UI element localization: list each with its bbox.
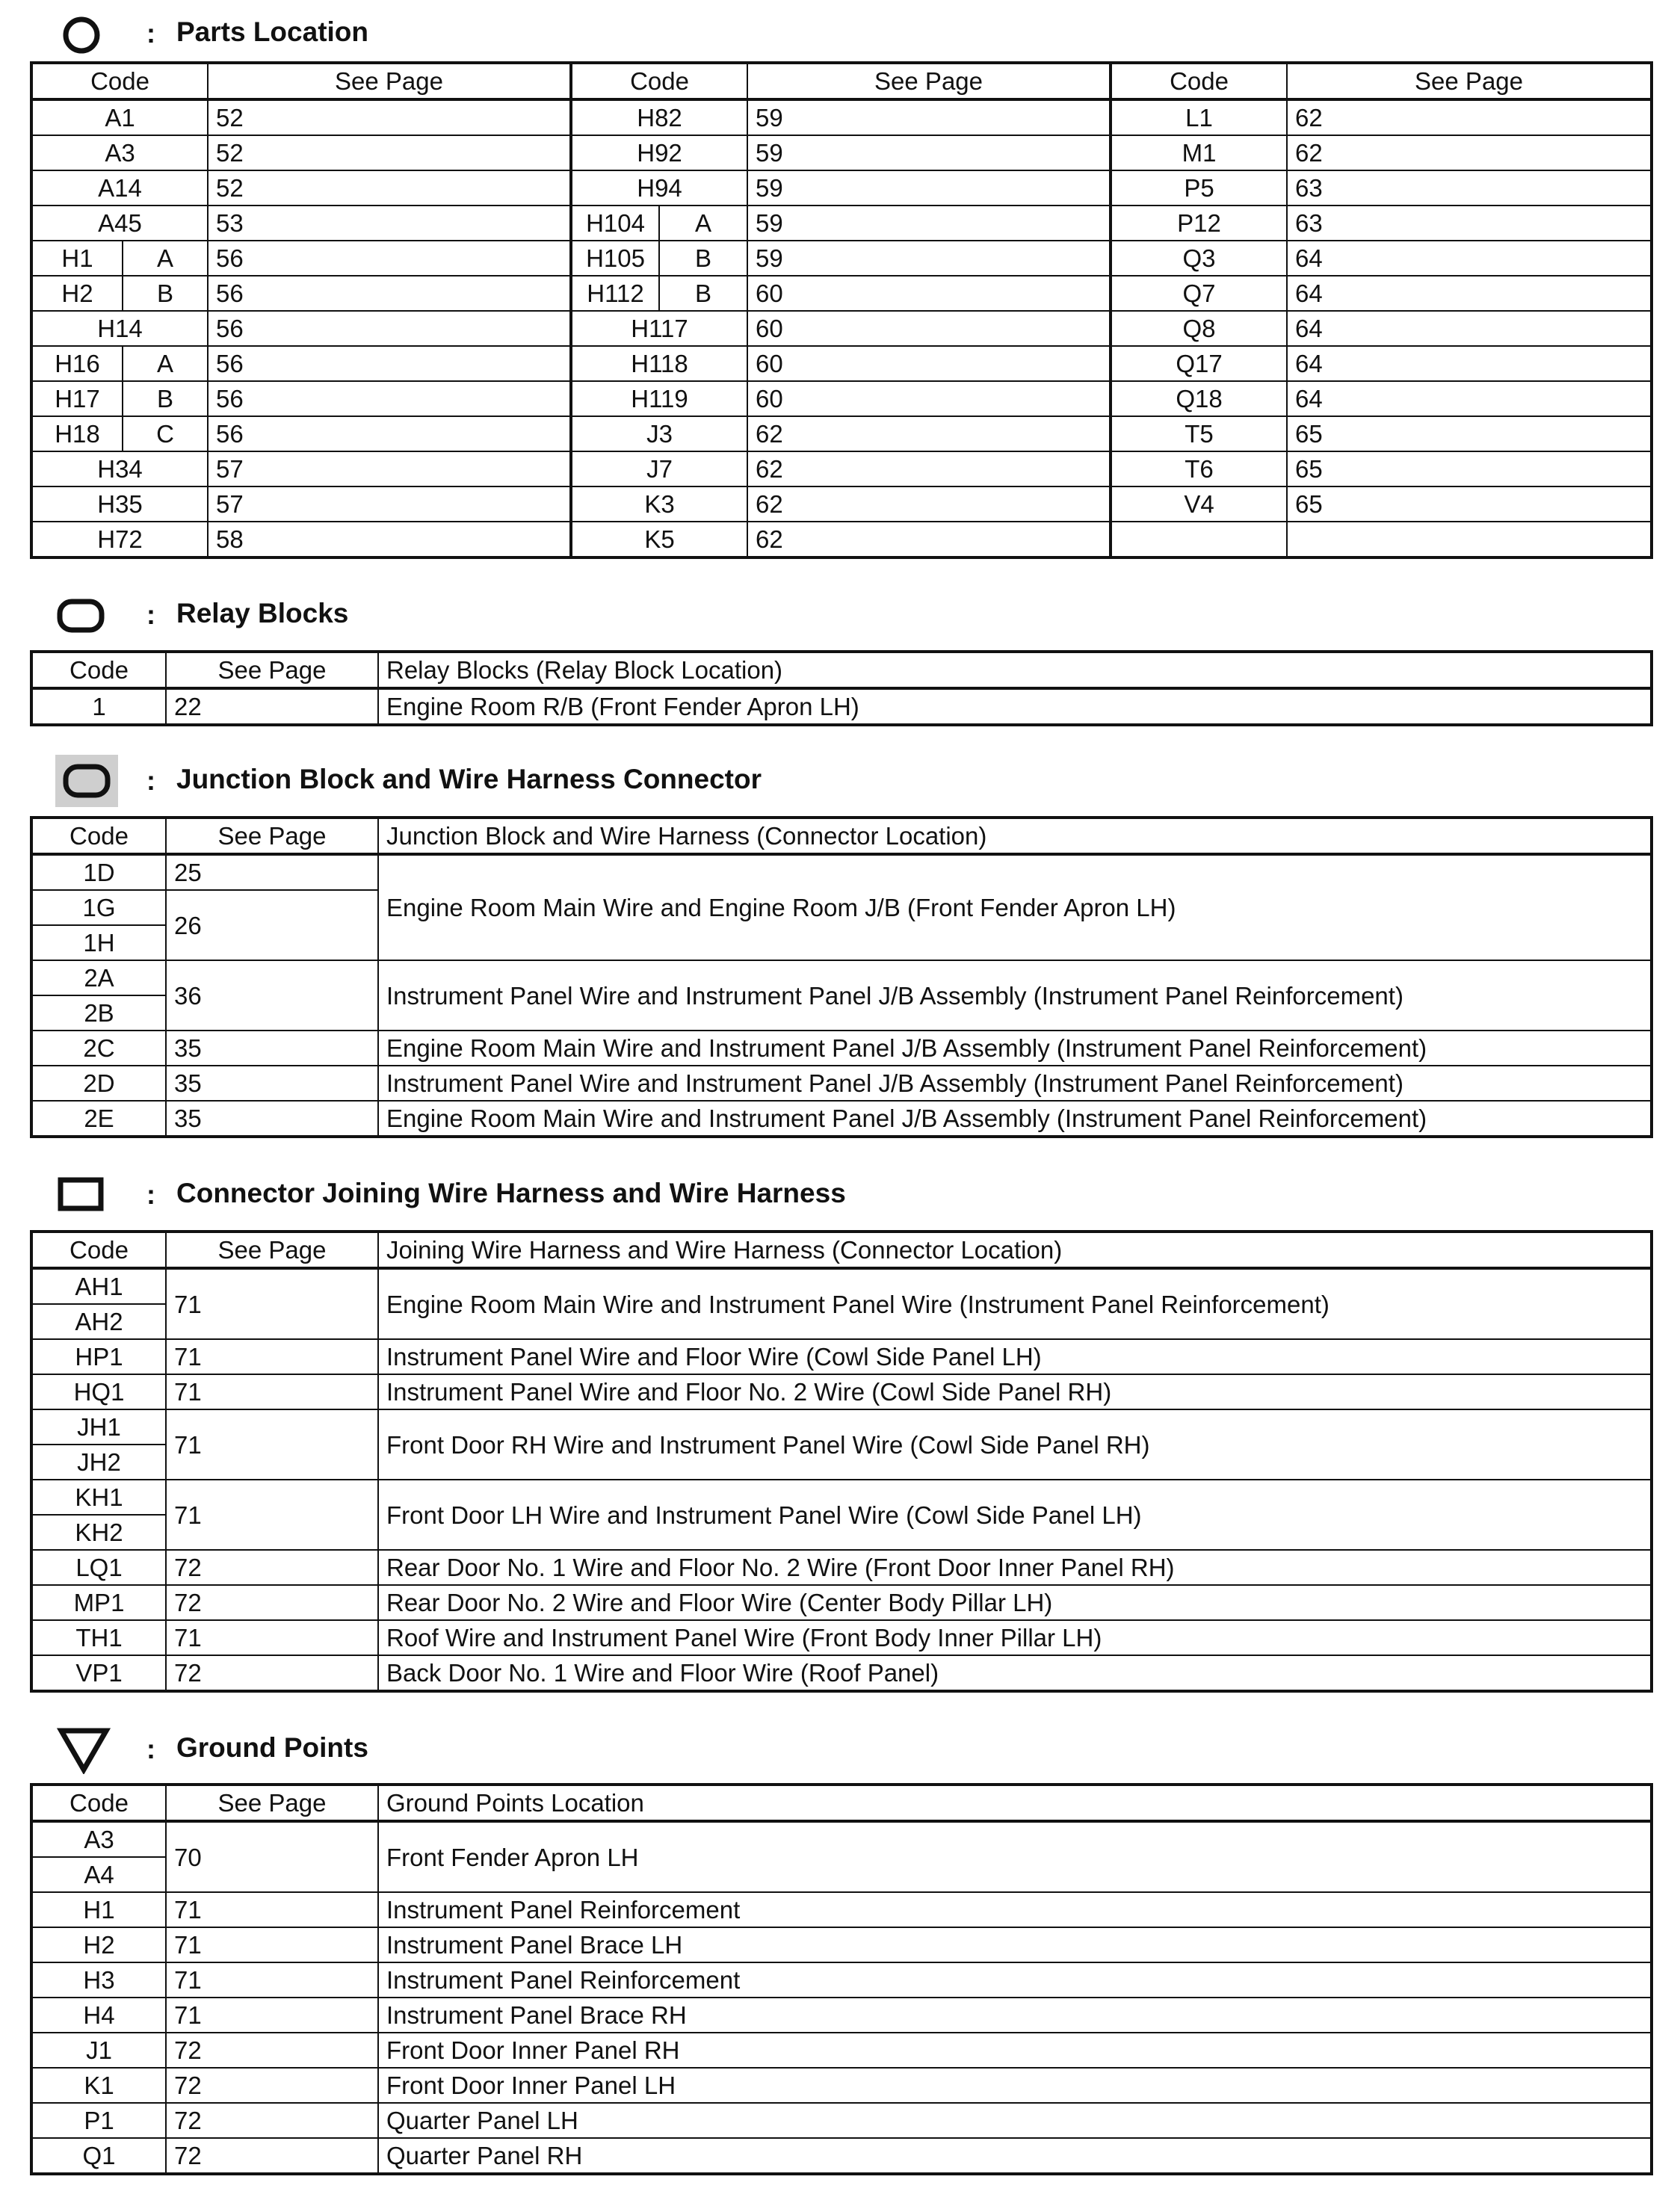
ground-page: 72 <box>166 2103 378 2138</box>
junction-location: Engine Room Main Wire and Engine Room J/B (Front Fender Apron LH) <box>378 854 1652 960</box>
junction-page: 36 <box>166 960 378 1031</box>
table-row <box>31 206 1652 241</box>
table-row <box>31 1962 1652 1998</box>
table-row <box>31 854 1652 890</box>
connector-code: HP1 <box>31 1339 166 1374</box>
ground-page: 72 <box>166 2068 378 2103</box>
ground-header-code: Code <box>31 1785 166 1821</box>
part-code: H72 <box>31 522 208 557</box>
part-page: 63 <box>1287 206 1652 241</box>
triangle-symbol-icon <box>57 1726 111 1774</box>
ground-header-location: Ground Points Location <box>378 1785 1652 1821</box>
table-row <box>31 1620 1652 1655</box>
ground-header-row <box>31 1785 1652 1821</box>
parts-header-row <box>31 63 1652 99</box>
ground-page: 70 <box>166 1821 378 1892</box>
ground-page: 71 <box>166 1998 378 2033</box>
connector-code: VP1 <box>31 1655 166 1691</box>
junction-location: Instrument Panel Wire and Instrument Panel J/B Assembly (Instrument Panel Reinforcement) <box>378 1066 1652 1101</box>
ground-page: 71 <box>166 1892 378 1927</box>
connector-page: 71 <box>166 1374 378 1409</box>
ground-location: Instrument Panel Brace LH <box>378 1927 1652 1962</box>
part-code: H2 <box>31 276 123 311</box>
part-code-suffix: B <box>659 276 747 311</box>
part-page: 59 <box>747 206 1111 241</box>
part-code: H35 <box>31 486 208 522</box>
ground-code: H2 <box>31 1927 166 1962</box>
connector-page: 72 <box>166 1655 378 1691</box>
part-code: H104 <box>571 206 659 241</box>
ground-code: K1 <box>31 2068 166 2103</box>
table-row <box>31 2033 1652 2068</box>
connector-code: LQ1 <box>31 1550 166 1585</box>
ground-code: A3 <box>31 1821 166 1857</box>
part-page: 64 <box>1287 311 1652 346</box>
part-page: 65 <box>1287 416 1652 451</box>
ground-code: H4 <box>31 1998 166 2033</box>
part-code: Q3 <box>1111 241 1287 276</box>
connector-page: 71 <box>166 1480 378 1550</box>
junction-code: 2A <box>31 960 166 995</box>
table-row <box>31 416 1652 451</box>
part-page: 57 <box>208 486 571 522</box>
ground-code: P1 <box>31 2103 166 2138</box>
table-row <box>31 1585 1652 1620</box>
ground-location: Quarter Panel LH <box>378 2103 1652 2138</box>
relay-blocks-colon: : <box>146 599 155 630</box>
table-row <box>31 2138 1652 2174</box>
table-row <box>31 688 1652 725</box>
junction-page: 35 <box>166 1031 378 1066</box>
table-row <box>31 1268 1652 1304</box>
table-row <box>31 1998 1652 2033</box>
table-row <box>31 241 1652 276</box>
junction-code: 1G <box>31 890 166 925</box>
ground-page: 71 <box>166 1962 378 1998</box>
ground-code: J1 <box>31 2033 166 2068</box>
part-code: K5 <box>571 522 747 557</box>
part-page: 56 <box>208 381 571 416</box>
table-row <box>31 1066 1652 1101</box>
junction-blocks-title: Junction Block and Wire Harness Connector <box>176 764 762 794</box>
part-code: H105 <box>571 241 659 276</box>
relay-blocks-title: Relay Blocks <box>176 598 349 628</box>
table-row <box>31 1374 1652 1409</box>
relay-location: Engine Room R/B (Front Fender Apron LH) <box>378 688 1652 725</box>
ground-page: 72 <box>166 2138 378 2174</box>
junction-blocks-colon: : <box>146 765 155 796</box>
relay-header-code: Code <box>31 652 166 688</box>
part-code: H94 <box>571 170 747 206</box>
connector-page: 71 <box>166 1620 378 1655</box>
table-row <box>31 311 1652 346</box>
relay-header-location: Relay Blocks (Relay Block Location) <box>378 652 1652 688</box>
junction-header-row <box>31 818 1652 854</box>
junction-page: 35 <box>166 1101 378 1137</box>
connector-location: Engine Room Main Wire and Instrument Panel Wire (Instrument Panel Reinforcement) <box>378 1268 1652 1339</box>
parts-location-colon: : <box>146 18 155 49</box>
ground-location: Instrument Panel Reinforcement <box>378 1892 1652 1927</box>
circle-symbol-icon <box>61 15 102 55</box>
table-row <box>31 1655 1652 1691</box>
connector-header-page: See Page <box>166 1232 378 1268</box>
connector-location: Front Door LH Wire and Instrument Panel Wire (Cowl Side Panel LH) <box>378 1480 1652 1550</box>
part-code: J7 <box>571 451 747 486</box>
table-row <box>31 170 1652 206</box>
junction-location: Engine Room Main Wire and Instrument Panel J/B Assembly (Instrument Panel Reinforcement) <box>378 1101 1652 1137</box>
ground-code: H1 <box>31 1892 166 1927</box>
shaded-rounded-rect-symbol-icon <box>55 755 118 807</box>
connector-location: Instrument Panel Wire and Floor No. 2 Wire (Cowl Side Panel RH) <box>378 1374 1652 1409</box>
junction-blocks-table <box>30 816 1653 1138</box>
part-code: H1 <box>31 241 123 276</box>
table-row <box>31 1409 1652 1445</box>
connectors-table <box>30 1230 1653 1693</box>
part-code-suffix: B <box>123 381 208 416</box>
ground-page: 72 <box>166 2033 378 2068</box>
part-code-suffix: A <box>123 241 208 276</box>
connector-code: AH1 <box>31 1268 166 1304</box>
part-code <box>1111 522 1287 557</box>
part-page: 64 <box>1287 241 1652 276</box>
table-row <box>31 451 1652 486</box>
part-code: A3 <box>31 135 208 170</box>
table-row <box>31 1480 1652 1515</box>
junction-code: 1D <box>31 854 166 890</box>
connector-location: Front Door RH Wire and Instrument Panel Wire (Cowl Side Panel RH) <box>378 1409 1652 1480</box>
part-code: Q18 <box>1111 381 1287 416</box>
part-page: 62 <box>747 486 1111 522</box>
junction-code: 2C <box>31 1031 166 1066</box>
part-page: 60 <box>747 276 1111 311</box>
ground-location: Instrument Panel Reinforcement <box>378 1962 1652 1998</box>
ground-location: Front Door Inner Panel LH <box>378 2068 1652 2103</box>
connectors-title: Connector Joining Wire Harness and Wire Harness <box>176 1178 846 1208</box>
connector-page: 71 <box>166 1339 378 1374</box>
part-page: 59 <box>747 170 1111 206</box>
junction-page: 25 <box>166 854 378 890</box>
parts-location-title: Parts Location <box>176 16 368 47</box>
part-code: Q7 <box>1111 276 1287 311</box>
part-page: 56 <box>208 346 571 381</box>
part-page: 52 <box>208 170 571 206</box>
connector-page: 72 <box>166 1550 378 1585</box>
parts-header-page-3: See Page <box>747 63 1111 99</box>
table-row <box>31 381 1652 416</box>
part-page: 56 <box>208 276 571 311</box>
part-page: 64 <box>1287 346 1652 381</box>
relay-page: 22 <box>166 688 378 725</box>
connector-code: HQ1 <box>31 1374 166 1409</box>
parts-location-table <box>30 61 1653 559</box>
connector-location: Instrument Panel Wire and Floor Wire (Cowl Side Panel LH) <box>378 1339 1652 1374</box>
junction-header-location: Junction Block and Wire Harness (Connector Location) <box>378 818 1652 854</box>
part-code: M1 <box>1111 135 1287 170</box>
parts-header-code-2: Code <box>571 63 747 99</box>
ground-page: 71 <box>166 1927 378 1962</box>
ground-code: H3 <box>31 1962 166 1998</box>
ground-location: Instrument Panel Brace RH <box>378 1998 1652 2033</box>
connector-location: Roof Wire and Instrument Panel Wire (Front Body Inner Pillar LH) <box>378 1620 1652 1655</box>
part-page: 56 <box>208 241 571 276</box>
part-page: 59 <box>747 99 1111 135</box>
table-row <box>31 2103 1652 2138</box>
connector-header-row <box>31 1232 1652 1268</box>
part-page: 53 <box>208 206 571 241</box>
connectors-colon: : <box>146 1179 155 1210</box>
part-code: H16 <box>31 346 123 381</box>
junction-location: Engine Room Main Wire and Instrument Panel J/B Assembly (Instrument Panel Reinforcement) <box>378 1031 1652 1066</box>
part-page: 57 <box>208 451 571 486</box>
part-page: 59 <box>747 241 1111 276</box>
part-code-suffix: A <box>123 346 208 381</box>
table-row <box>31 1550 1652 1585</box>
part-code: A14 <box>31 170 208 206</box>
part-page: 64 <box>1287 276 1652 311</box>
part-code: Q8 <box>1111 311 1287 346</box>
table-row <box>31 2068 1652 2103</box>
junction-header-page: See Page <box>166 818 378 854</box>
table-row <box>31 1892 1652 1927</box>
ground-header-page: See Page <box>166 1785 378 1821</box>
part-page: 62 <box>747 522 1111 557</box>
junction-code: 2B <box>31 995 166 1031</box>
part-page: 60 <box>747 346 1111 381</box>
part-page: 65 <box>1287 486 1652 522</box>
part-code: L1 <box>1111 99 1287 135</box>
parts-header-code-0: Code <box>31 63 208 99</box>
part-code: A45 <box>31 206 208 241</box>
connector-location: Back Door No. 1 Wire and Floor Wire (Roof Panel) <box>378 1655 1652 1691</box>
part-code: T5 <box>1111 416 1287 451</box>
ground-code: A4 <box>31 1857 166 1892</box>
part-code: H92 <box>571 135 747 170</box>
ground-points-colon: : <box>146 1734 155 1764</box>
table-row <box>31 1927 1652 1962</box>
part-page: 52 <box>208 99 571 135</box>
parts-header-page-5: See Page <box>1287 63 1652 99</box>
ground-points-title: Ground Points <box>176 1732 368 1763</box>
part-page: 62 <box>1287 135 1652 170</box>
part-page: 56 <box>208 416 571 451</box>
table-row <box>31 960 1652 995</box>
part-code: T6 <box>1111 451 1287 486</box>
junction-code: 1H <box>31 925 166 960</box>
part-code: V4 <box>1111 486 1287 522</box>
part-code: H117 <box>571 311 747 346</box>
ground-code: Q1 <box>31 2138 166 2174</box>
part-code: P12 <box>1111 206 1287 241</box>
part-code: H17 <box>31 381 123 416</box>
part-code: H34 <box>31 451 208 486</box>
part-code: A1 <box>31 99 208 135</box>
part-code: J3 <box>571 416 747 451</box>
junction-page: 35 <box>166 1066 378 1101</box>
table-row <box>31 135 1652 170</box>
part-page: 65 <box>1287 451 1652 486</box>
part-page <box>1287 522 1652 557</box>
table-row <box>31 99 1652 135</box>
rounded-rect-symbol-icon <box>57 598 105 635</box>
part-page: 60 <box>747 381 1111 416</box>
part-page: 56 <box>208 311 571 346</box>
connector-page: 71 <box>166 1409 378 1480</box>
connector-code: JH2 <box>31 1445 166 1480</box>
ground-location: Front Door Inner Panel RH <box>378 2033 1652 2068</box>
junction-code: 2E <box>31 1101 166 1137</box>
table-row <box>31 1031 1652 1066</box>
part-page: 52 <box>208 135 571 170</box>
part-code: H82 <box>571 99 747 135</box>
part-code: H118 <box>571 346 747 381</box>
connector-page: 72 <box>166 1585 378 1620</box>
part-page: 58 <box>208 522 571 557</box>
table-row <box>31 522 1652 557</box>
part-code: H18 <box>31 416 123 451</box>
connector-location: Rear Door No. 2 Wire and Floor Wire (Center Body Pillar LH) <box>378 1585 1652 1620</box>
connector-page: 71 <box>166 1268 378 1339</box>
part-code: H14 <box>31 311 208 346</box>
junction-code: 2D <box>31 1066 166 1101</box>
part-code: Q17 <box>1111 346 1287 381</box>
part-page: 62 <box>747 416 1111 451</box>
part-code-suffix: C <box>123 416 208 451</box>
part-page: 62 <box>1287 99 1652 135</box>
parts-header-page-1: See Page <box>208 63 571 99</box>
connector-header-location: Joining Wire Harness and Wire Harness (Connector Location) <box>378 1232 1652 1268</box>
connector-code: KH2 <box>31 1515 166 1550</box>
part-page: 60 <box>747 311 1111 346</box>
table-row <box>31 1101 1652 1137</box>
connector-location: Rear Door No. 1 Wire and Floor No. 2 Wire (Front Door Inner Panel RH) <box>378 1550 1652 1585</box>
table-row <box>31 276 1652 311</box>
connector-code: AH2 <box>31 1304 166 1339</box>
part-code-suffix: B <box>659 241 747 276</box>
table-row <box>31 1821 1652 1857</box>
table-row <box>31 1339 1652 1374</box>
table-row <box>31 346 1652 381</box>
part-code: H119 <box>571 381 747 416</box>
connector-code: KH1 <box>31 1480 166 1515</box>
part-code-suffix: B <box>123 276 208 311</box>
connector-code: MP1 <box>31 1585 166 1620</box>
part-code: H112 <box>571 276 659 311</box>
ground-location: Front Fender Apron LH <box>378 1821 1652 1892</box>
ground-location: Quarter Panel RH <box>378 2138 1652 2174</box>
part-page: 64 <box>1287 381 1652 416</box>
connector-code: JH1 <box>31 1409 166 1445</box>
junction-page: 26 <box>166 890 378 960</box>
relay-code: 1 <box>31 688 166 725</box>
relay-header-page: See Page <box>166 652 378 688</box>
part-page: 62 <box>747 451 1111 486</box>
part-code-suffix: A <box>659 206 747 241</box>
relay-blocks-table <box>30 650 1653 726</box>
part-code: P5 <box>1111 170 1287 206</box>
ground-points-table <box>30 1783 1653 2175</box>
part-code: K3 <box>571 486 747 522</box>
part-page: 63 <box>1287 170 1652 206</box>
connector-code: TH1 <box>31 1620 166 1655</box>
junction-header-code: Code <box>31 818 166 854</box>
square-symbol-icon <box>57 1176 105 1214</box>
part-page: 59 <box>747 135 1111 170</box>
junction-location: Instrument Panel Wire and Instrument Panel J/B Assembly (Instrument Panel Reinforcement) <box>378 960 1652 1031</box>
relay-header-row <box>31 652 1652 688</box>
connector-header-code: Code <box>31 1232 166 1268</box>
parts-header-code-4: Code <box>1111 63 1287 99</box>
table-row <box>31 486 1652 522</box>
